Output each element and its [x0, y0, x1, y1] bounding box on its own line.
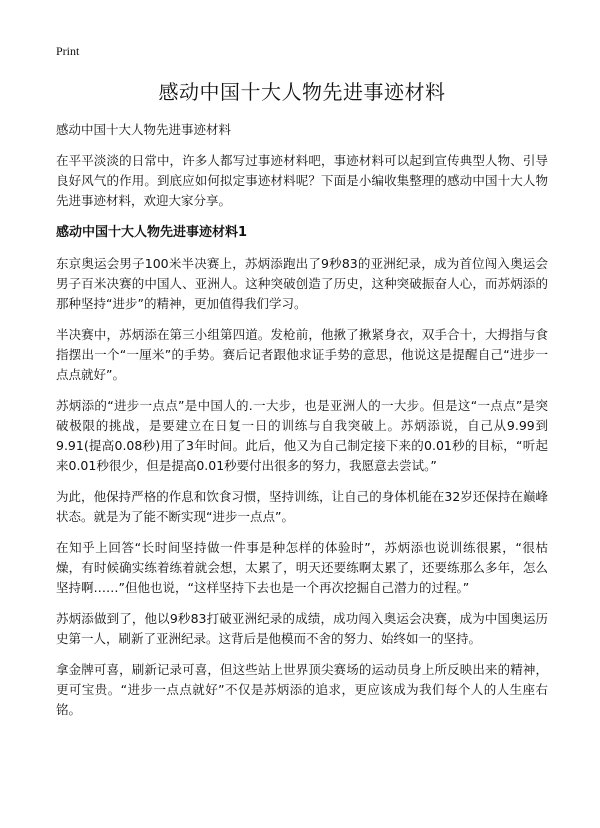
body-paragraph-2: 半决赛中，苏炳添在第三小组第四道。发枪前，他揪了揪紧身衣，双手合十，大拇指与食指摆出一个“一厘米”的手势。赛后记者跟他求证手势的意思，他说这是提醒自己“进步一点点就好”。 [56, 327, 548, 382]
intro-paragraph: 在平平淡淡的日常中，许多人都写过事迹材料吧，事迹材料可以起到宣传典型人物、引导良好风气的作用。到底应如何拟定事迹材料呢？下面是小编收集整理的感动中国十大人物先进事迹材料，欢迎大家分享。 [56, 153, 548, 208]
document-subtitle: 感动中国十大人物先进事迹材料 [56, 122, 232, 137]
body-paragraph-3: 苏炳添的“进步一点点”是中国人的.一大步，也是亚洲人的一大步。但是这“一点点”是突破极限的挑战，是要建立在日复一日的训练与自我突破上。苏炳添说，自己从9.99到9.91(提高0.08秒)用了3年时间。此后，他又为自己制定接下来的0.01秒的目标，“听起来0.01秒很少，但是提高0.01秒要付出很多的努力，我愿意去尝试。” [56, 398, 548, 473]
body-paragraph-1: 东京奥运会男子100米半决赛上，苏炳添跑出了9秒83的亚洲纪录，成为首位闯入奥运会男子百米决赛的中国人、亚洲人。这种突破创造了历史，这种突破振奋人心，而苏炳添的那种坚持“进步”的精神，更加值得我们学习。 [56, 256, 548, 311]
body-paragraph-7: 拿金牌可喜，刷新记录可喜，但这些站上世界顶尖赛场的运动员身上所反映出来的精神，更可宝贵。“进步一点点就好”不仅是苏炳添的追求，更应该成为我们每个人的人生座右铭。 [56, 662, 548, 717]
document-title: 感动中国十大人物先进事迹材料 [158, 80, 446, 104]
body-paragraph-6: 苏炳添做到了，他以9秒83打破亚洲纪录的成绩，成功闯入奥运会决赛，成为中国奥运历史第一人，刷新了亚洲纪录。这背后是他模而不舍的努力、始终如一的坚持。 [56, 611, 548, 646]
section-heading: 感动中国十大人物先进事迹材料1 [56, 225, 248, 240]
body-paragraph-4: 为此，他保持严格的作息和饮食习惯，坚持训练，让自己的身体机能在32岁还保持在巅峰状态。就是为了能不断实现“进步一点点”。 [56, 489, 548, 524]
body-paragraph-5: 在知乎上回答“长时间坚持做一件事是种怎样的体验时”，苏炳添也说训练很累，“很枯燥，有时候确实练着练着就会想，太累了，明天还要练啊太累了，还要练那么多年，怎么坚持啊……”但他也说，“这样坚持下去也是一个再次挖掘自己潜力的过程。” [56, 540, 548, 595]
print-label: Print [56, 44, 80, 58]
